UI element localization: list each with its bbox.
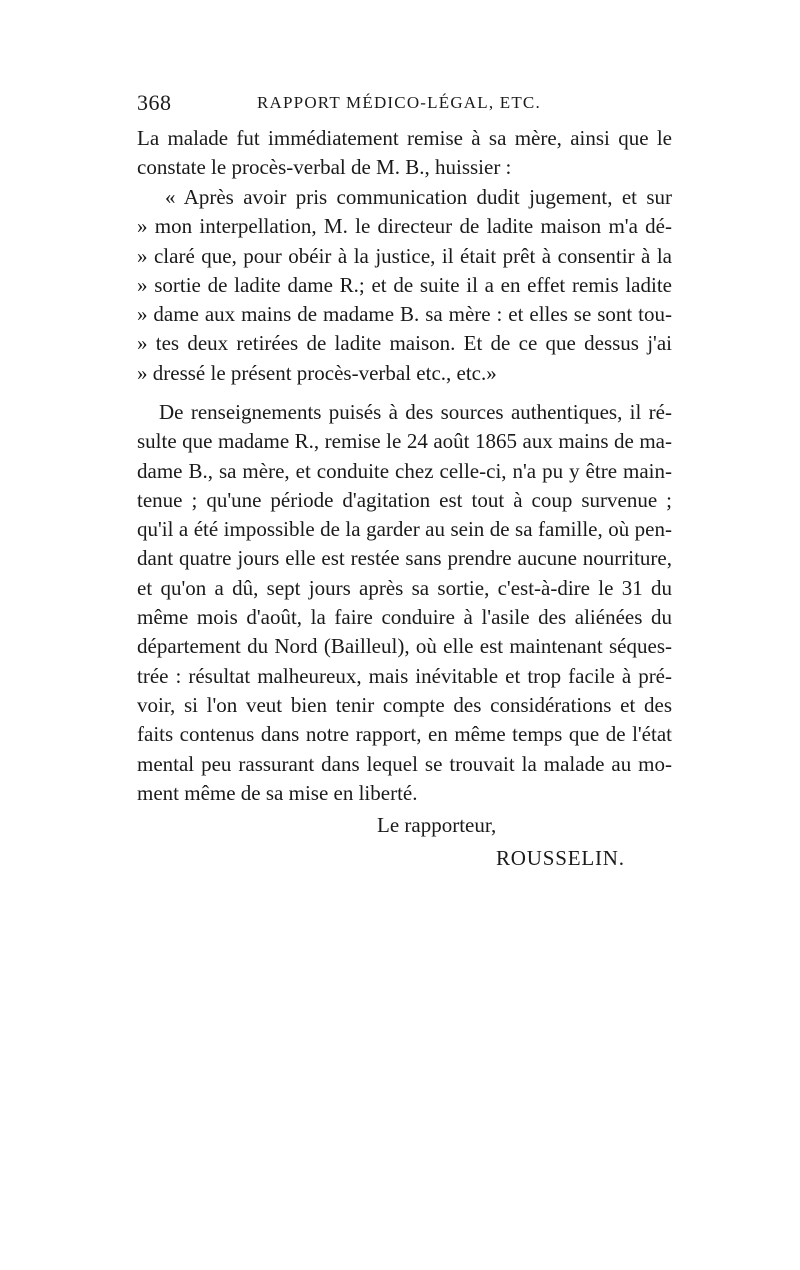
signature-name: ROUSSELIN. (496, 846, 625, 870)
text-line: La malade fut immédiatement remise à sa mère, ainsi que le (137, 126, 672, 150)
quote-line: » sortie de ladite dame R.; et de suite il a en effet remis ladite (137, 272, 672, 297)
text-line: ment même de sa mise en liberté. (137, 780, 418, 805)
text-line: constate le procès-verbal de M. B., huissier : (137, 155, 512, 180)
text-line: et qu'on a dû, sept jours après sa sortie, c'est-à-dire le 31 du (137, 575, 672, 600)
text-line: dant quatre jours elle est restée sans prendre aucune nourriture, (137, 546, 672, 571)
running-head: RAPPORT MÉDICO-LÉGAL, ETC. (257, 93, 541, 112)
text-line: même mois d'août, la faire conduire à l'asile des aliénées du (137, 605, 672, 630)
quoted-proces-verbal (137, 183, 672, 388)
text-line: voir, si l'on veut bien tenir compte des considérations et des (137, 692, 672, 717)
signature-title: Le rapporteur, (377, 813, 497, 837)
text-line: dame B., sa mère, et conduite chez celle-ci, n'a pu y être main- (137, 458, 672, 483)
body-paragraph (137, 398, 672, 808)
text-line: trée : résultat malheureux, mais inévitable et trop facile à pré- (137, 663, 672, 688)
intro-paragraph (137, 124, 672, 183)
quote-line: » claré que, pour obéir à la justice, il était prêt à consentir à la (137, 243, 672, 268)
quote-line: » tes deux retirées de ladite maison. Et de ce que dessus j'ai (137, 331, 672, 356)
page-number: 368 (137, 90, 172, 115)
quote-line: » mon interpellation, M. le directeur de ladite maison m'a dé- (137, 214, 672, 239)
text-line: sulte que madame R., remise le 24 août 1865 aux mains de ma- (137, 429, 672, 454)
quote-line: » dame aux mains de madame B. sa mère : et elles se sont tou- (137, 302, 672, 327)
text-line: département du Nord (Bailleul), où elle est maintenant séques- (137, 634, 672, 659)
text-line: mental peu rassurant dans lequel se trouvait la malade au mo- (137, 751, 672, 776)
quote-line: « Après avoir pris communication dudit jugement, et sur (165, 185, 672, 209)
text-line: De renseignements puisés à des sources authentiques, il ré- (159, 400, 672, 424)
text-line: faits contenus dans notre rapport, en même temps que de l'état (137, 722, 672, 747)
quote-line: » dressé le présent procès-verbal etc., etc.» (137, 360, 497, 385)
text-line: tenue ; qu'une période d'agitation est tout à coup survenue ; (137, 487, 672, 512)
page-header (137, 90, 672, 120)
text-line: qu'il a été impossible de la garder au sein de sa famille, où pen- (137, 517, 672, 542)
